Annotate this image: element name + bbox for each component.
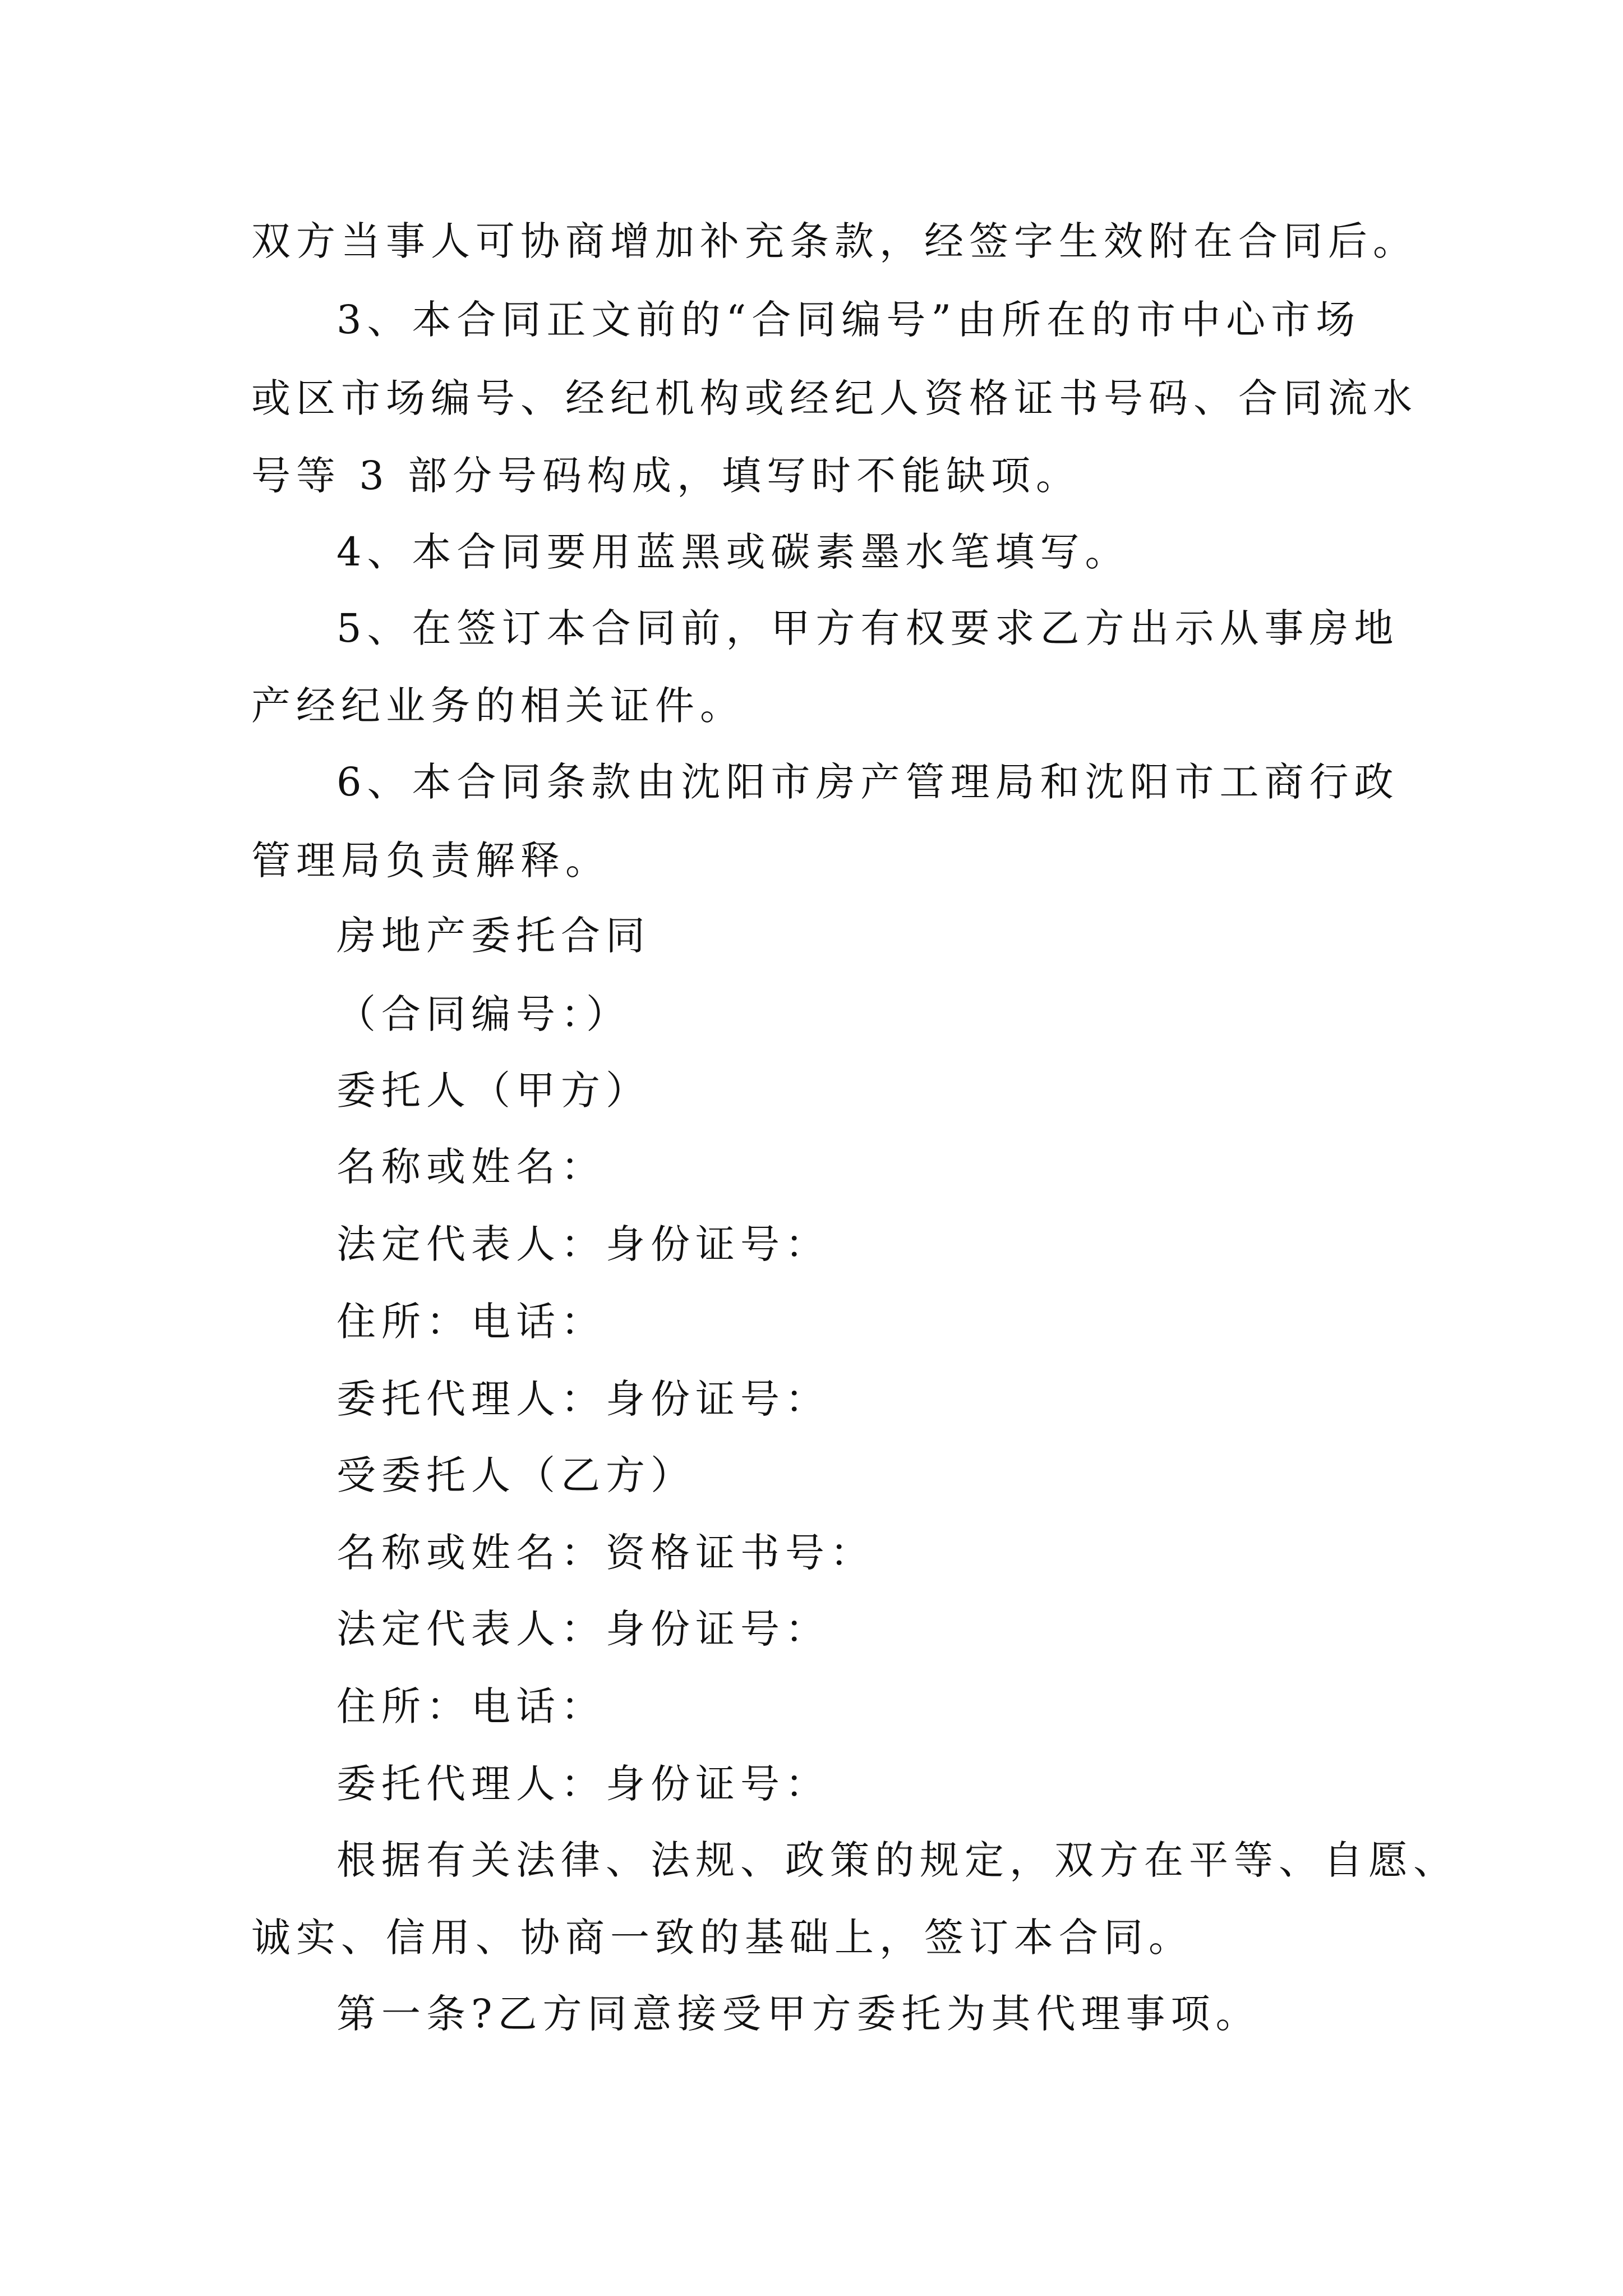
text-line-item-5: 5、在签订本合同前，甲方有权要求乙方出示从事房地: [336, 605, 1399, 651]
contract-title: 房地产委托合同: [336, 913, 651, 959]
text-line-continuation: 或区市场编号、经纪机构或经纪人资格证书号码、合同流水: [251, 375, 1418, 421]
party-b-heading: 受委托人（乙方）: [336, 1452, 695, 1498]
party-a-heading: 委托人（甲方）: [336, 1068, 651, 1114]
contract-number: （合同编号：）: [336, 991, 631, 1037]
party-a-name-field: 名称或姓名：: [336, 1144, 606, 1190]
text-line-continuation: 产经纪业务的相关证件。: [251, 683, 745, 729]
article-1: 第一条?乙方同意接受甲方委托为其代理事项。: [336, 1991, 1261, 2037]
party-b-name-field: 名称或姓名：资格证书号：: [336, 1530, 875, 1576]
text-line-item-6: 6、本合同条款由沈阳市房产管理局和沈阳市工商行政: [336, 759, 1399, 805]
text-line-continuation: 号等 3 部分号码构成，填写时不能缺项。: [251, 453, 1081, 499]
party-b-agent-field: 委托代理人：身份证号：: [336, 1761, 830, 1807]
preamble-line-2: 诚实、信用、协商一致的基础上，签订本合同。: [251, 1915, 1193, 1961]
party-a-address-field: 住所：电话：: [336, 1299, 606, 1345]
party-a-agent-field: 委托代理人：身份证号：: [336, 1376, 830, 1422]
party-a-representative-field: 法定代表人：身份证号：: [336, 1221, 830, 1267]
text-line-item-3: 3、本合同正文前的“合同编号”由所在的市中心市场: [336, 297, 1361, 343]
party-b-representative-field: 法定代表人：身份证号：: [336, 1606, 830, 1652]
text-line-continuation: 双方当事人可协商增加补充条款，经签字生效附在合同后。: [251, 218, 1418, 264]
text-line-continuation: 管理局负责解释。: [251, 838, 610, 884]
preamble-line-1: 根据有关法律、法规、政策的规定，双方在平等、自愿、: [336, 1837, 1458, 1883]
text-line-item-4: 4、本合同要用蓝黑或碳素墨水笔填写。: [336, 529, 1130, 575]
party-b-address-field: 住所：电话：: [336, 1683, 606, 1729]
